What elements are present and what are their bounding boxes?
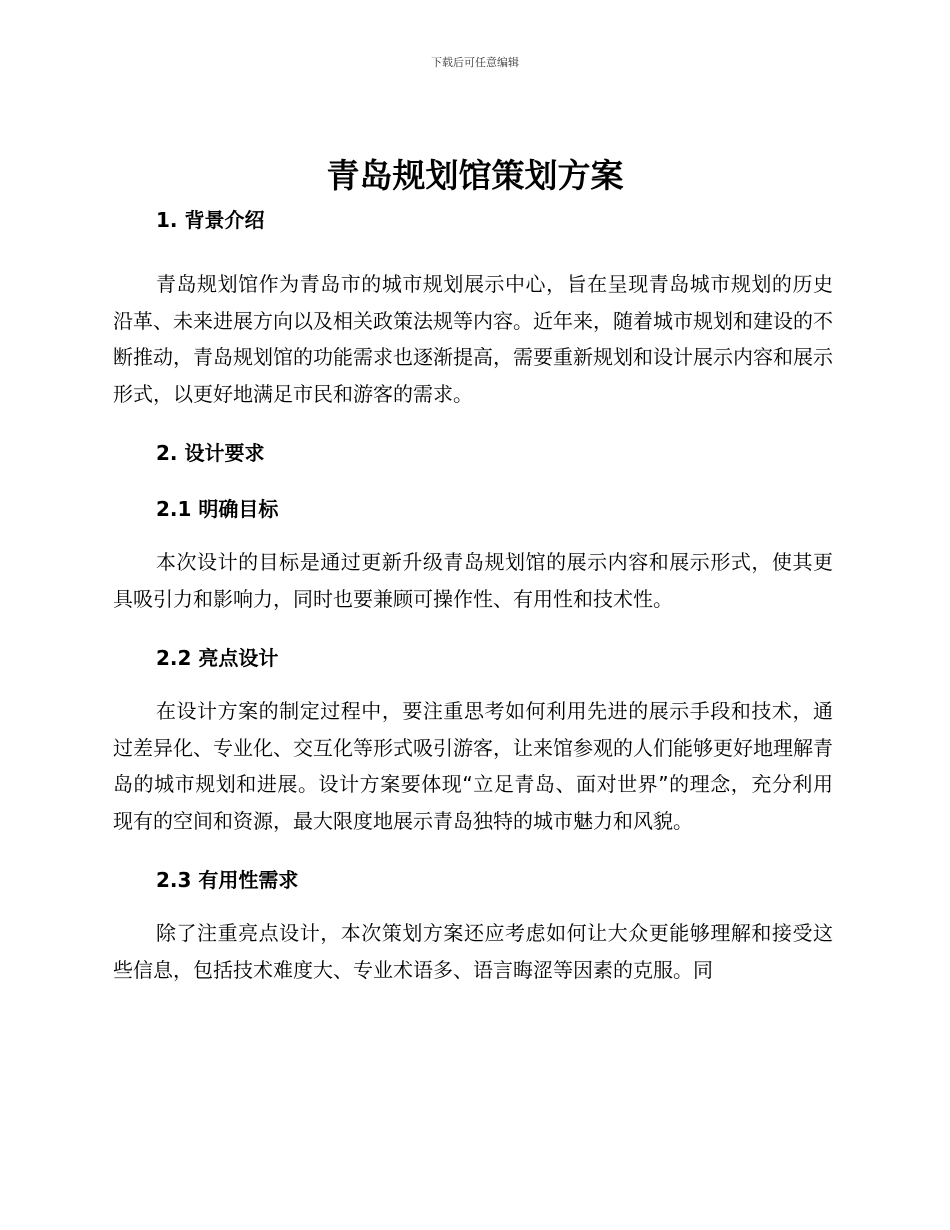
header-note: 下载后可任意编辑: [431, 56, 519, 69]
paragraph-background: 青岛规划馆作为青岛市的城市规划展示中心，旨在呈现青岛城市规划的历史沿革、未来进展方向以及相关政策法规等内容。近年来，随着城市规划和建设的不断推动，青岛规划馆的功能需求也逐渐提高，需要重新规划和设计展示内容和展示形式，以更好地满足市民和游客的需求。: [113, 272, 833, 406]
paragraph-usability: 除了注重亮点设计，本次策划方案还应考虑如何让大众更能够理解和接受这些信息，包括技术难度大、专业术语多、语言晦涩等因素的克服。同: [113, 921, 833, 982]
paragraph-clear-goal: 本次设计的目标是通过更新升级青岛规划馆的展示内容和展示形式，使其更具吸引力和影响力，同时也要兼顾可操作性、有用性和技术性。: [113, 550, 833, 611]
subsection-heading-clear-goal: 2.1 明确目标: [156, 497, 279, 521]
paragraph-highlight-design: 在设计方案的制定过程中，要注重思考如何利用先进的展示手段和技术，通过差异化、专业化、交互化等形式吸引游客，让来馆参观的人们能够更好地理解青岛的城市规划和进展。设计方案要体现“立足青岛、面对世界”的理念，充分利用现有的空间和资源，最大限度地展示青岛独特的城市魅力和风貌。: [113, 699, 833, 833]
document-title: 青岛规划馆策划方案: [326, 156, 624, 195]
section-heading-design-requirements: 2. 设计要求: [156, 441, 265, 465]
subsection-heading-usability: 2.3 有用性需求: [156, 868, 299, 892]
subsection-heading-highlight-design: 2.2 亮点设计: [156, 646, 279, 670]
document-body: [113, 205, 833, 988]
section-heading-background: 1. 背景介绍: [156, 208, 265, 232]
